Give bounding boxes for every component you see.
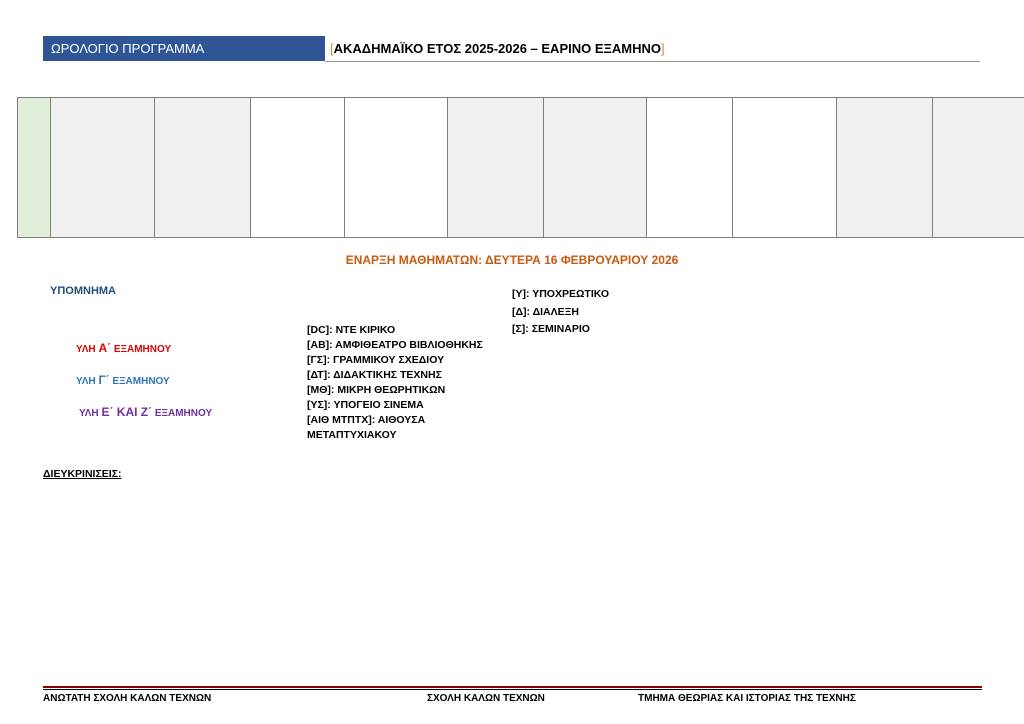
schedule-cell (18, 98, 51, 237)
schedule-grid (17, 97, 1024, 238)
schedule-cell (51, 98, 155, 237)
course-type-legend (512, 286, 609, 339)
footer-divider-thin (43, 689, 982, 690)
legend-semester-a (76, 341, 171, 355)
page-title: ΩΡΟΛΟΓΙΟ ΠΡΟΓΡΑΜΜΑ (43, 36, 325, 61)
footer-divider (43, 686, 982, 688)
room-item: [ΔΤ]: ΔΙΔΑΚΤΙΚΗΣ ΤΕΧΝΗΣ (307, 369, 442, 381)
type-item: [Σ]: ΣΕΜΙΝΑΡΙΟ (512, 323, 590, 335)
legend-semester-suffix: ΕΞΑΜΗΝΟΥ (111, 344, 172, 355)
academic-year-heading (330, 40, 665, 57)
room-item: [DC]: ΝΤΕ ΚΙΡΙΚΟ (307, 324, 396, 336)
room-item: [ΜΘ]: ΜΙΚΡΗ ΘΕΩΡΗΤΙΚΩΝ (307, 384, 446, 396)
year-bracket-close: ] (661, 41, 665, 56)
type-item: [Δ]: ΔΙΑΛΕΞΗ (512, 305, 579, 318)
schedule-cell (544, 98, 647, 237)
schedule-cell (345, 98, 448, 237)
footer-school: ΣΧΟΛΗ ΚΑΛΩΝ ΤΕΧΝΩΝ (427, 693, 545, 704)
year-text: ΑΚΑΔΗΜΑΪΚΟ ΕΤΟΣ 2025-2026 – ΕΑΡΙΝΟ ΕΞΑΜΗΝΟ (333, 41, 661, 56)
year-bracket-open: [ (330, 41, 334, 56)
legend-semester-prefix: ΥΛΗ (79, 408, 102, 419)
schedule-cell (933, 98, 1024, 237)
legend-semester-suffix: ΕΞΑΜΗΝΟΥ (109, 376, 170, 387)
schedule-cell (837, 98, 933, 237)
start-notice: ΕΝΑΡΞΗ ΜΑΘΗΜΑΤΩΝ: ΔΕΥΤΕΡΑ 16 ΦΕΒΡΟΥΑΡΙΟΥ 2026 (345, 253, 679, 267)
schedule-cell (733, 98, 837, 237)
legend-semester-prefix: ΥΛΗ (76, 376, 99, 387)
legend-semester-c (76, 373, 170, 387)
schedule-cell (251, 98, 345, 237)
legend-semester-prefix: ΥΛΗ (76, 344, 99, 355)
room-legend (307, 323, 507, 443)
room-item: [ΑΒ]: ΑΜΦΙΘΕΑΤΡΟ ΒΙΒΛΙΟΘΗΚΗΣ (307, 339, 483, 351)
schedule-cell (155, 98, 251, 237)
legend-title: ΥΠΟΜΝΗΜΑ (50, 285, 116, 297)
room-item: [ΑΙΘ ΜΤΠΤΧ]: ΑΙΘΟΥΣΑ ΜΕΤΑΠΤΥΧΙΑΚΟΥ (307, 414, 426, 441)
header-divider (325, 61, 980, 62)
footer-institution: ΑΝΩΤΑΤΗ ΣΧΟΛΗ ΚΑΛΩΝ ΤΕΧΝΩΝ (43, 693, 212, 704)
legend-semester-suffix: ΕΞΑΜΗΝΟΥ (152, 408, 213, 419)
room-item: [ΓΣ]: ΓΡΑΜΜΙΚΟΥ ΣΧΕΔΙΟΥ (307, 354, 445, 366)
type-item: [Υ]: ΥΠΟΧΡΕΩΤΙΚΟ (512, 288, 610, 300)
legend-semester-number: Α΄ (98, 341, 112, 355)
notes-label: ΔΙΕΥΚΡΙΝΙΣΕΙΣ: (43, 468, 122, 480)
legend-semester-number: Ε΄ ΚΑΙ Ζ΄ (101, 405, 153, 419)
room-item: [ΥΣ]: ΥΠΟΓΕΙΟ ΣΙΝΕΜΑ (307, 399, 424, 411)
schedule-cell (647, 98, 733, 237)
legend-semester-number: Γ΄ (98, 373, 110, 387)
legend-semester-e-z (79, 405, 212, 419)
footer-department: ΤΜΗΜΑ ΘΕΩΡΙΑΣ ΚΑΙ ΙΣΤΟΡΙΑΣ ΤΗΣ ΤΕΧΝΗΣ (638, 693, 856, 704)
schedule-cell (448, 98, 544, 237)
